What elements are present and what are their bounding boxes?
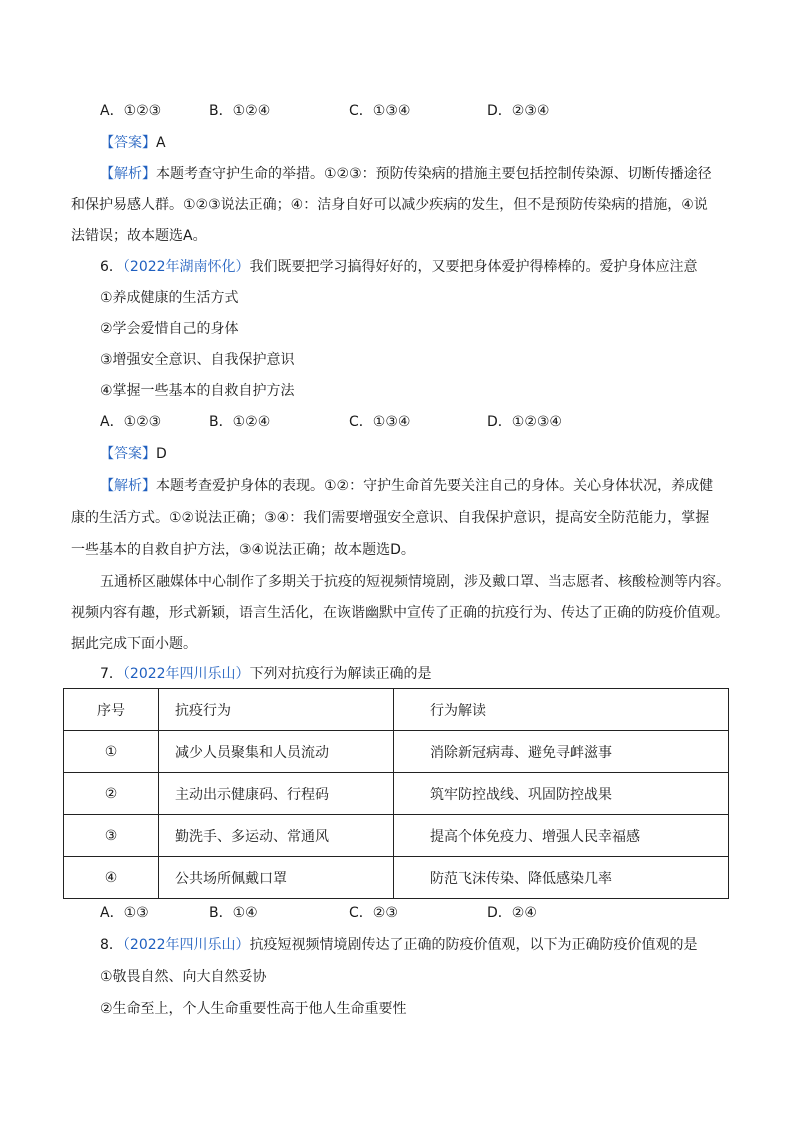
q5-analysis-line-1: 【解析】本题考查守护生命的举措。①②③：预防传染病的措施主要包括控制传染源、切断传播途径 [100, 166, 712, 182]
q5-option-c: C．①③④ [349, 103, 411, 119]
question-number: 8． [100, 937, 123, 953]
q7-stem [100, 664, 432, 684]
q6-option-c: C．①③④ [349, 414, 411, 430]
q6-analysis-line-2: 康的生活方式。①②说法正确；③④：我们需要增强安全意识、自我保护意识，提高安全防范能力，掌握 [71, 510, 710, 526]
q6-analysis-line-1: 【解析】本题考查爱护身体的表现。①②：守护生命首先要关注自己的身体。关心身体状况，养成健 [100, 478, 714, 494]
question-number: 7． [100, 666, 123, 682]
analysis-tag: 【解析】 [100, 166, 156, 182]
table-row [64, 773, 729, 815]
table-row [64, 815, 729, 857]
question-text: 抗疫短视频情境剧传达了正确的防疫价值观，以下为正确防疫价值观的是 [249, 937, 698, 953]
table-header-row [64, 689, 729, 731]
q6-analysis-line-3: 一些基本的自救自护方法，③④说法正确；故本题选D。 [71, 542, 415, 558]
answer-tag: 【答案】 [100, 135, 156, 151]
table-cell: 消除新冠病毒、避免寻衅滋事 [394, 731, 729, 773]
q7-option-a: A．①③ [100, 905, 149, 921]
header-cell-behavior: 抗疫行为 [159, 689, 394, 731]
q6-option-a: A．①②③ [100, 414, 162, 430]
table-cell: 勤洗手、多运动、常通风 [159, 815, 394, 857]
q8-item-2: ②生命至上，个人生命重要性高于他人生命重要性 [100, 1001, 407, 1017]
table-cell: ④ [64, 857, 159, 899]
table-cell: 公共场所佩戴口罩 [159, 857, 394, 899]
q8-item-1: ①敬畏自然、向大自然妥协 [100, 969, 267, 985]
table-cell: 提高个体免疫力、增强人民幸福感 [394, 815, 729, 857]
q6-item-2: ②学会爱惜自己的身体 [100, 321, 239, 337]
q8-stem [100, 935, 698, 955]
table-cell: 减少人员聚集和人员流动 [159, 731, 394, 773]
q6-item-3: ③增强安全意识、自我保护意识 [100, 352, 295, 368]
q7-option-c: C．②③ [349, 905, 398, 921]
passage-line-1: 五通桥区融媒体中心制作了多期关于抗疫的短视频情境剧，涉及戴口罩、当志愿者、核酸检测等内容。 [100, 574, 730, 590]
q5-option-d: D．②③④ [487, 103, 550, 119]
passage-line-2: 视频内容有趣，形式新颖，语言生活化，在诙谐幽默中宣传了正确的抗疫行为、传达了正确的防疫价值观。 [71, 605, 729, 621]
analysis-tag: 【解析】 [100, 478, 156, 494]
q5-analysis-line-2: 和保护易感人群。①②③说法正确；④：洁身自好可以减少疾病的发生，但不是预防传染病的措施，④说 [71, 197, 708, 213]
table-row [64, 857, 729, 899]
question-source: （2022年四川乐山） [122, 937, 250, 953]
answer-value: D [156, 446, 167, 462]
q5-answer [100, 133, 166, 153]
question-number: 6． [100, 259, 123, 275]
q6-option-d: D．①②③④ [487, 414, 562, 430]
q5-option-a: A．①②③ [100, 103, 162, 119]
table-row [64, 731, 729, 773]
q7-option-b: B．①④ [209, 905, 258, 921]
question-text: 我们既要把学习搞得好好的，又要把身体爱护得棒棒的。爱护身体应注意 [249, 259, 698, 275]
table-cell: ② [64, 773, 159, 815]
header-cell-interpretation: 行为解读 [394, 689, 729, 731]
question-source: （2022年四川乐山） [122, 666, 250, 682]
q6-stem [100, 257, 698, 277]
q7-option-d: D．②④ [487, 905, 537, 921]
q5-option-b: B．①②④ [209, 103, 271, 119]
question-text: 下列对抗疫行为解读正确的是 [249, 666, 432, 682]
passage-line-3: 据此完成下面小题。 [71, 636, 197, 652]
question-source: （2022年湖南怀化） [122, 259, 250, 275]
answer-tag: 【答案】 [100, 446, 156, 462]
header-cell-number: 序号 [64, 689, 159, 731]
answer-value: A [156, 135, 166, 151]
q7-table [63, 688, 729, 899]
table-cell: 筑牢防控战线、巩固防控战果 [394, 773, 729, 815]
q6-item-4: ④掌握一些基本的自救自护方法 [100, 383, 295, 399]
q6-answer [100, 444, 167, 464]
table-cell: 主动出示健康码、行程码 [159, 773, 394, 815]
q6-item-1: ①养成健康的生活方式 [100, 290, 239, 306]
q6-option-b: B．①②④ [209, 414, 271, 430]
table-cell: ① [64, 731, 159, 773]
q5-analysis-line-3: 法错误；故本题选A。 [71, 228, 207, 244]
table-cell: 防范飞沫传染、降低感染几率 [394, 857, 729, 899]
table-cell: ③ [64, 815, 159, 857]
